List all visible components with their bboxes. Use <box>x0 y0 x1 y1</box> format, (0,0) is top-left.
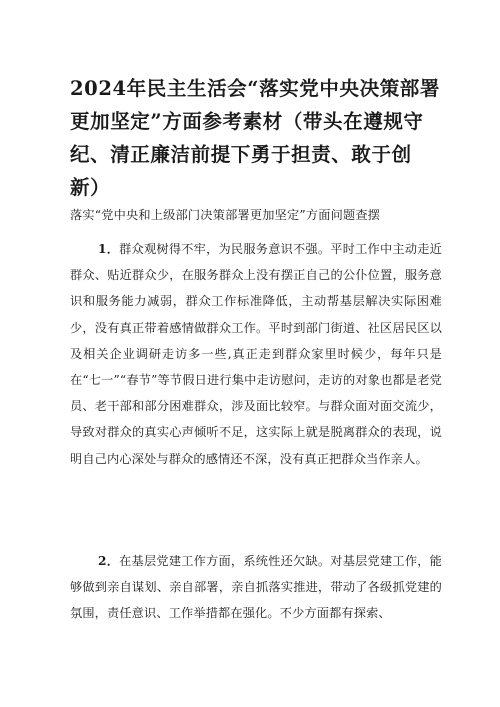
paragraph-2 <box>70 548 442 627</box>
document-title: 2024年民主生活会“落实党中央决策部署更加坚定”方面参考素材（带头在遵规守纪、清正廉洁前提下勇于担责、敢于创新） <box>70 77 440 199</box>
paragraph-1 <box>70 236 442 472</box>
paragraph-1-text: 群众观树得不牢，为民服务意识不强。平时工作中主动走近群众、贴近群众少，在服务群众上没有摆正自己的公仆位置，服务意识和服务能力减弱，群众工作标准降低，主动帮基层解决实际困难少，没有真正带着感情做群众工作。平时到部门街道、社区居民区以及相关企业调研走访多一些,真正走到群众家里时候少，每年只是在“七一”“春节”等节假日进行集中走访慰问，走访的对象也都是老党员、老干部和部分困难群众，涉及面比较窄。与群众面对面交流少，导致对群众的真实心声倾听不足，这实际上就是脱离群众的表现，说明自己内心深处与群众的感情还不深，没有真正把群众当作亲人。 <box>70 242 442 466</box>
paragraph-2-number: 2． <box>98 554 120 568</box>
paragraph-1-number: 1． <box>98 242 120 256</box>
section-heading: 落实“党中央和上级部门决策部署更加坚定”方面问题查摆 <box>70 208 381 222</box>
paragraph-2-text: 在基层党建工作方面，系统性还欠缺。对基层党建工作，能够做到亲自谋划、亲自部署，亲自抓落实推进，带动了各级抓党建的氛围，责任意识、工作举措都在强化。不少方面都有探索、 <box>70 554 442 621</box>
